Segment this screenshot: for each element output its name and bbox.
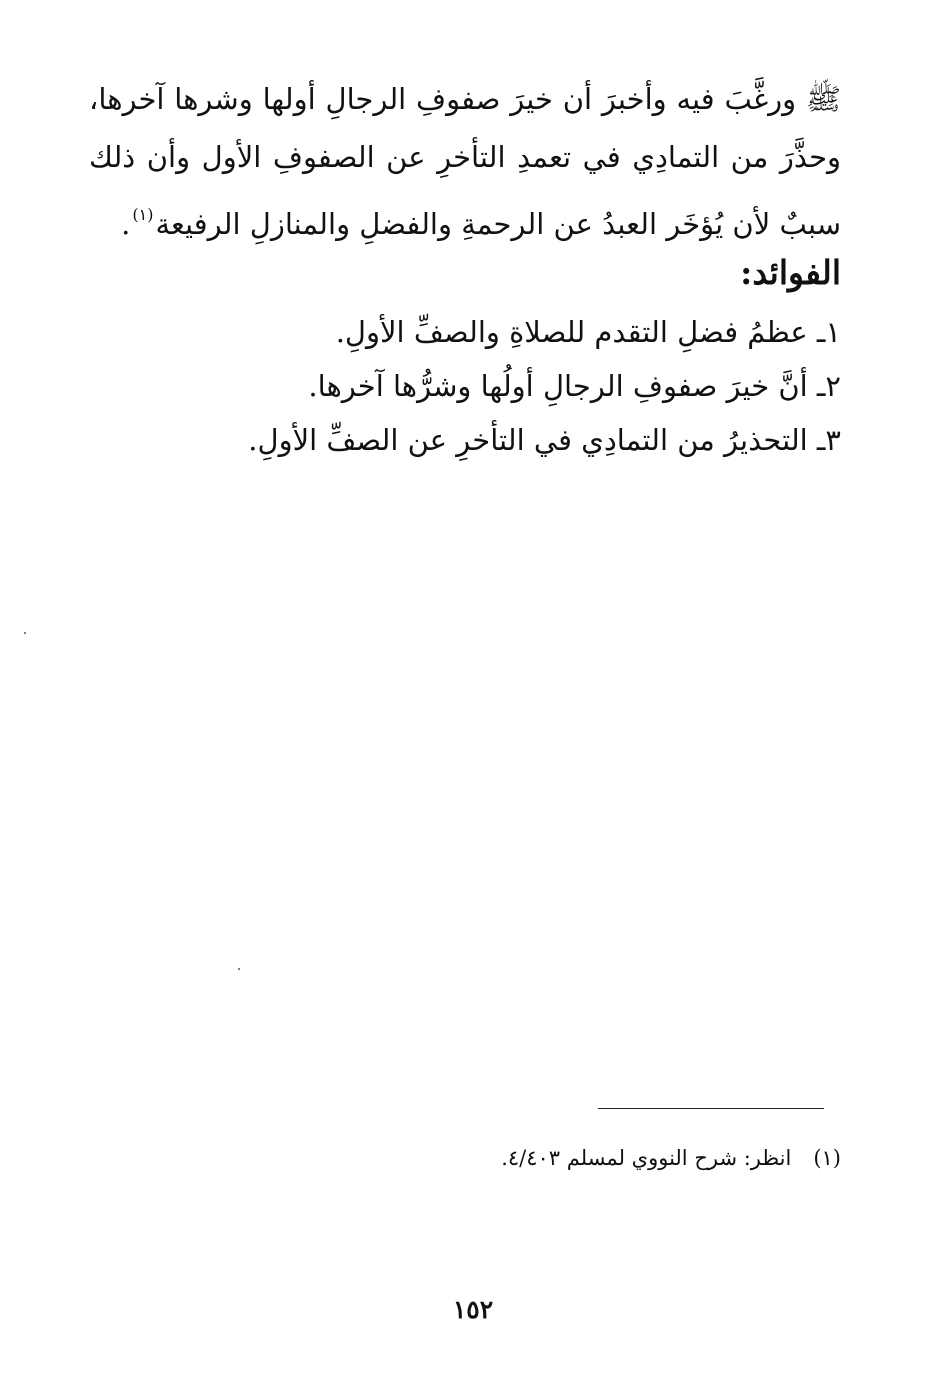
- body-paragraph: [89, 70, 841, 253]
- end-punctuation: .: [121, 207, 131, 241]
- body-line-1: ﷺ ورغَّبَ فيه وأخبرَ أن خيرَ صفوفِ الرجالِ أولها وشرها آخرها،: [89, 82, 841, 116]
- scan-speck: [24, 632, 26, 634]
- footnote: [501, 1140, 841, 1176]
- benefit-item-1: ١ـ عظمُ فضلِ التقدم للصلاةِ والصفِّ الأولِ.: [335, 315, 841, 349]
- footnote-separator: [598, 1108, 824, 1109]
- body-line-3: [89, 186, 841, 253]
- body-line-3-text: سببٌ لأن يُؤخَر العبدُ عن الرحمةِ والفضلِ والمنازلِ الرفيعة: [155, 207, 841, 241]
- footnote-text: انظر: شرح النووي لمسلم ٤/٤٠٣.: [501, 1146, 792, 1170]
- benefit-item-3: ٣ـ التحذيرُ من التمادِي في التأخرِ عن الصفِّ الأولِ.: [248, 423, 841, 457]
- scan-speck: [238, 968, 240, 970]
- page-number: ١٥٢: [452, 1295, 494, 1324]
- benefits-list: [89, 305, 841, 467]
- footnote-marker: (١): [813, 1146, 841, 1170]
- body-line-2: وحذَّرَ من التمادِي في تعمدِ التأخرِ عن الصفوفِ الأول وأن ذلك: [89, 140, 841, 174]
- benefits-heading: الفوائد:: [740, 253, 841, 292]
- benefit-item-2: ٢ـ أنَّ خيرَ صفوفِ الرجالِ أولُها وشرُّها آخرها.: [308, 369, 841, 403]
- footnote-reference[interactable]: (١): [132, 205, 154, 224]
